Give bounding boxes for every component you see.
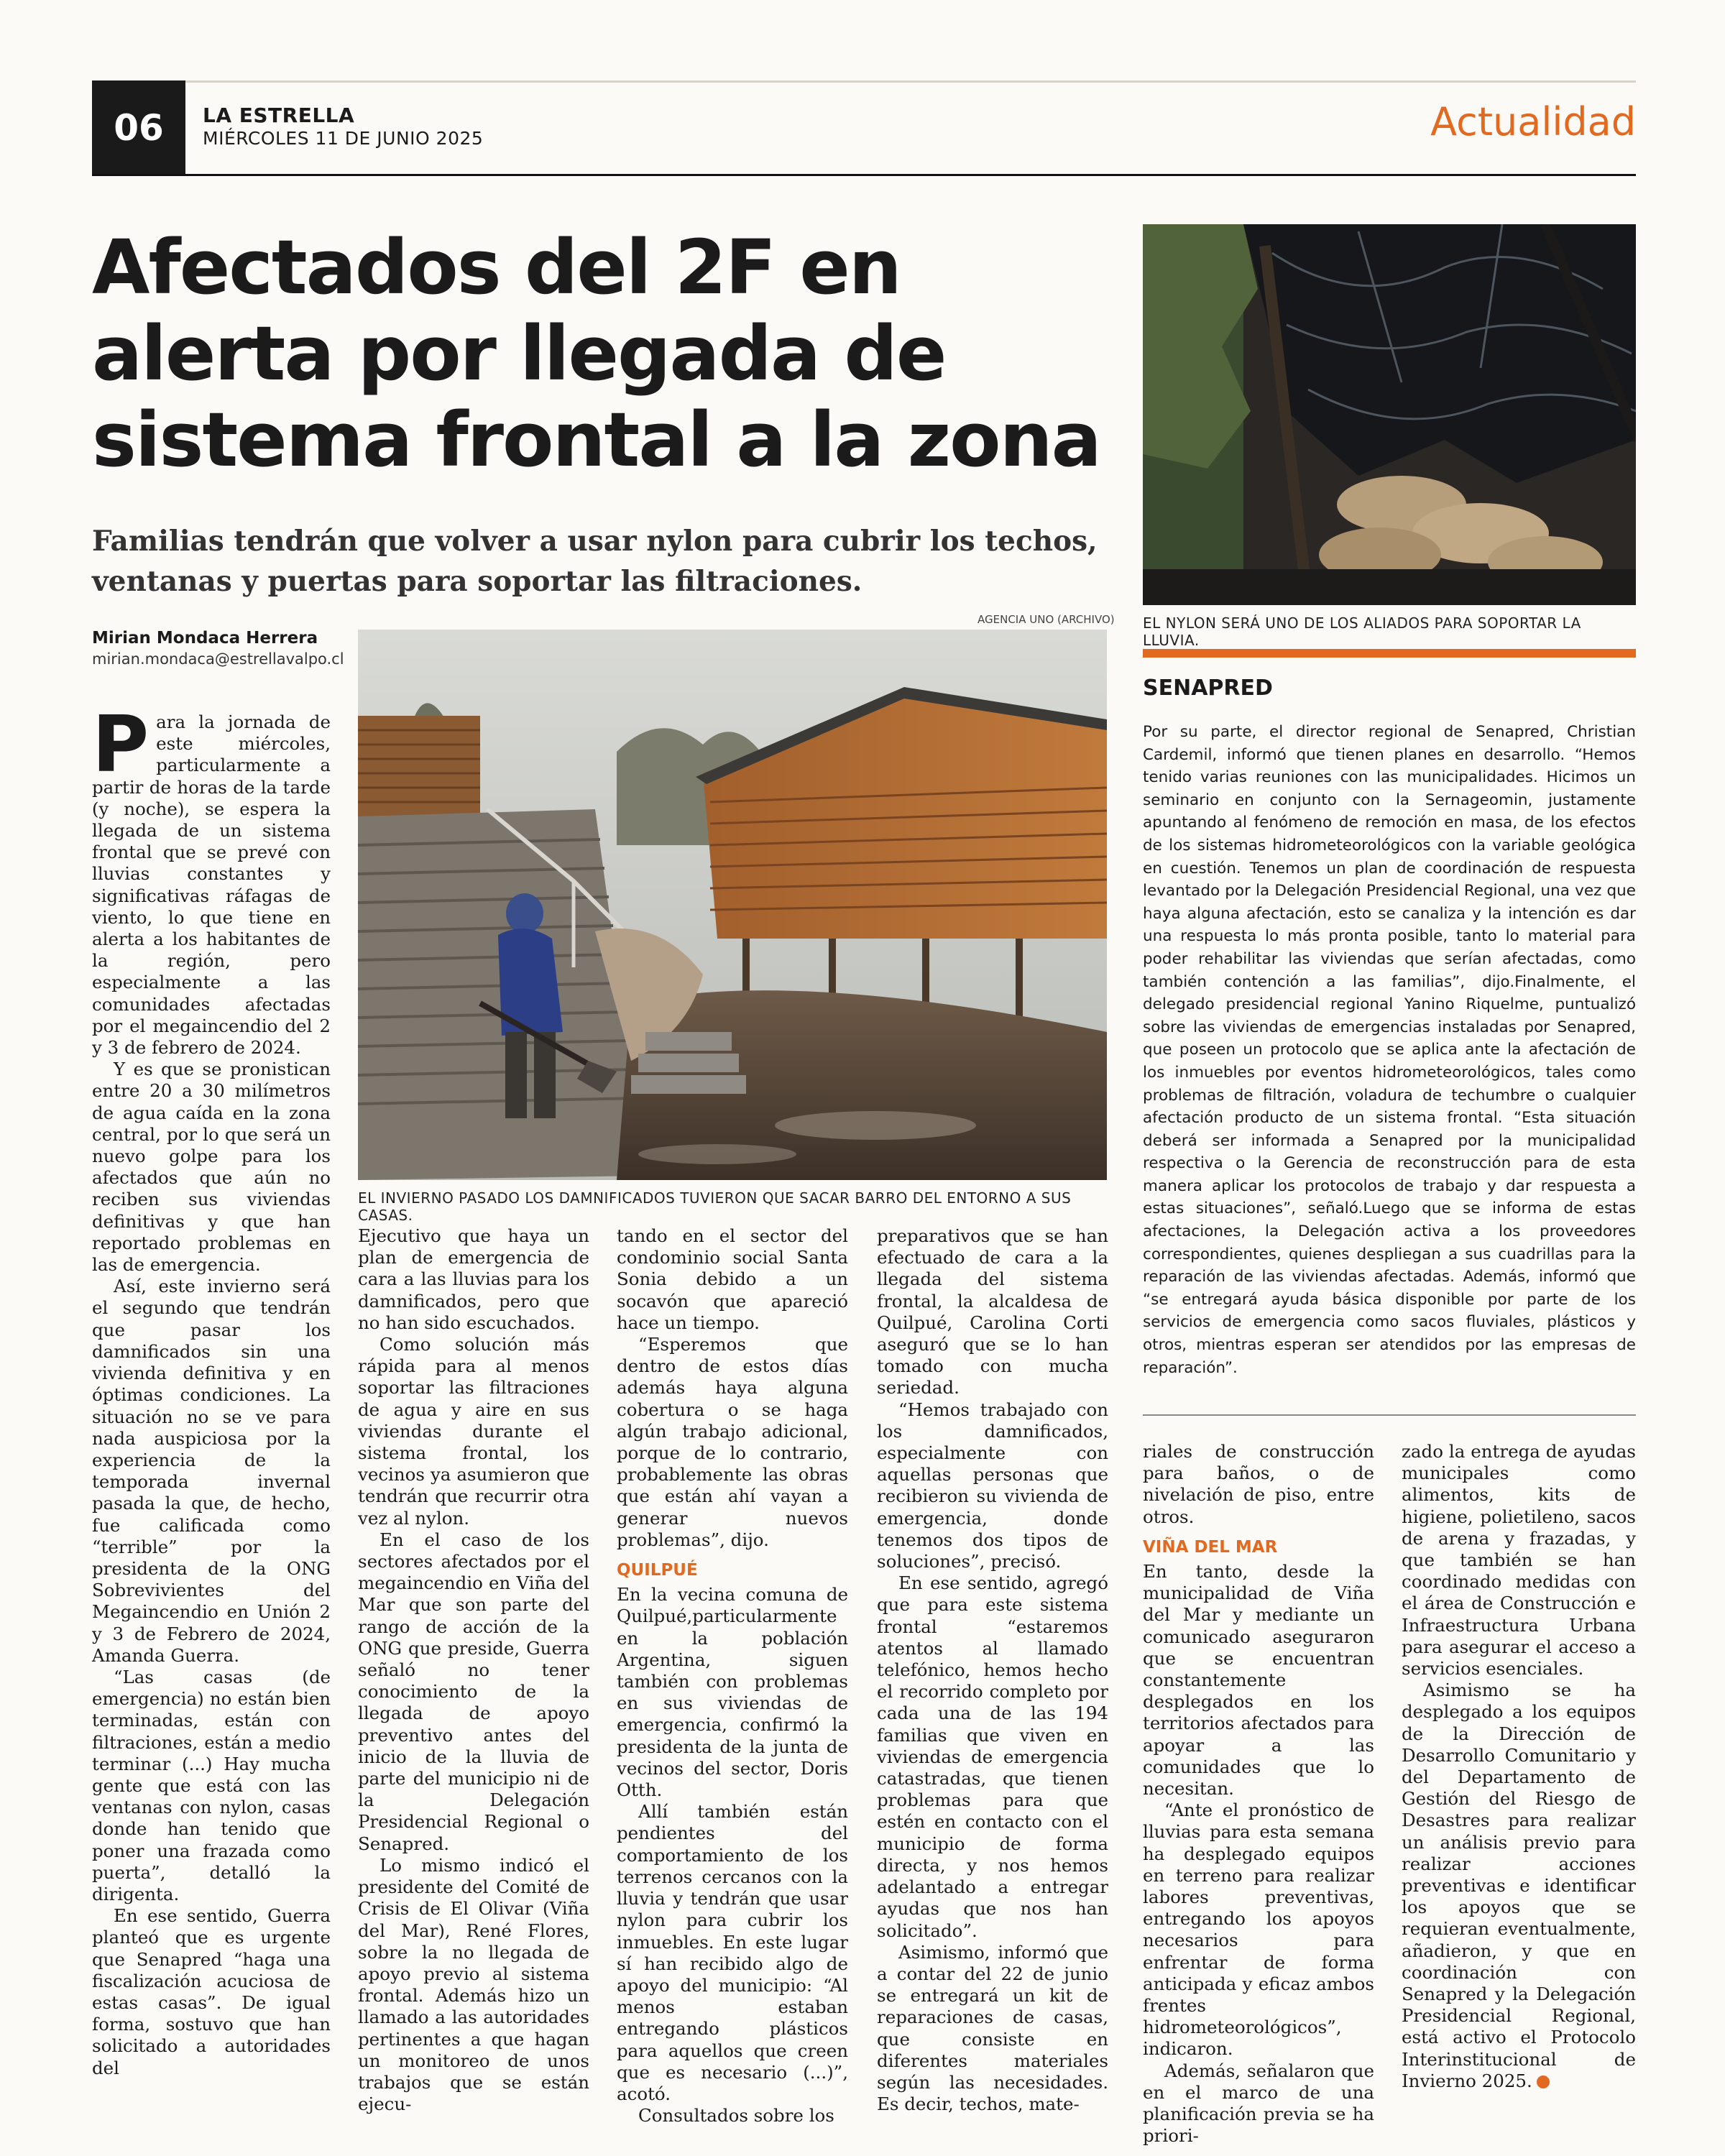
paragraph	[1402, 1680, 1636, 2092]
subhead-vina-del-mar: VIÑA DEL MAR	[1143, 1537, 1278, 1557]
headline	[92, 224, 1120, 483]
paragraph-text: ara la jornada de este miércoles, particularmente a partir de horas de la tarde (y noche), se espera la llegada de un sistema frontal que se prevé con lluvias constantes y significativas ráfagas de viento, lo que tiene en alerta a los habitantes de la región, pero especialmente a las comunidades afectadas por el megaincendio del 2 y 3 de febrero de 2024.	[92, 711, 331, 1059]
dek-line: ventanas y puertas para soportar las filtraciones.	[92, 565, 862, 598]
paragraph: “Hemos trabajado con los damnificados, especialmente con aquellas personas que recibieron su vivienda de emergencia, donde tenemos dos tipos de soluciones”, precisó.	[877, 1399, 1108, 1572]
paragraph: En el caso de los sectores afectados por el megaincendio en Viña del Mar que son parte del rango de acción de la ONG que preside, Guerra señaló no tener conocimiento de la llegada de apoyo preventivo antes del inicio de la lluvia de parte del municipio ni de la Delegación Presidencial Regional o Senapred.	[358, 1529, 589, 1854]
main-photo	[358, 630, 1107, 1180]
paragraph: “Esperemos que dentro de estos días además haya alguna cobertura o se haga algún trabajo adicional, porque de lo contrario, probablemente las obras que están ahí vayan a generar nuevos problemas”, dijo.	[617, 1334, 848, 1550]
page-number: 06	[92, 80, 185, 175]
paragraph: Como solución más rápida para al menos soportar las filtraciones de agua y aire en sus viviendas durante el sistema frontal, los vecinos ya asumieron que tendrán que recurrir otra vez al nylon.	[358, 1334, 589, 1529]
lead-paragraph	[92, 700, 331, 1059]
drop-cap: P	[92, 700, 150, 790]
subhead-quilpue: QUILPUÉ	[617, 1561, 698, 1580]
paragraph: zado la entrega de ayudas municipales como alimentos, kits de higiene, polietileno, sacos de arena y frazadas, y que también se han coordinado medidas con el área de Construcción e Infraestructura Urbana para asegurar el acceso a servicios esenciales.	[1402, 1441, 1636, 1680]
paragraph: Allí también están pendientes del comportamiento de los terrenos cercanos con la lluvia y tendrán que usar nylon para cubrir los inmuebles. En este lugar sí han recibido algo de apoyo del municipio: “Al menos estaban entregando plásticos para aquellos que creen que es necesario (...)”, acotó.	[617, 1801, 848, 2104]
paragraph: En tanto, desde la municipalidad de Viña del Mar y mediante un comunicado aseguraron que se encuentran constantemente desplegados en los territorios afectados para apoyar a las comunidades que lo necesitan.	[1143, 1561, 1374, 1800]
paragraph: “Las casas (de emergencia) no están bien terminadas, están con filtraciones, están a medio terminar (...) Hay mucha gente que está con las ventanas con nylon, casas donde han tenido que poner una frazada como puerta”, detalló la dirigenta.	[92, 1666, 331, 1904]
body-column-1	[92, 700, 331, 2079]
headline-line: Afectados del 2F en	[92, 224, 901, 311]
senapred-bar	[1143, 649, 1636, 658]
paragraph: Además, señalaron que en el marco de una planificación previa se ha priori-	[1143, 2060, 1374, 2147]
author-email: mirian.mondaca@estrellavalpo.cl	[92, 650, 344, 668]
paragraph: preparativos que se han efectuado de cara a la llegada del sistema frontal, la alcaldesa de Quilpué, Carolina Corti aseguró que se lo han tomado con mucha seriedad.	[877, 1225, 1108, 1399]
body-column-4	[877, 1225, 1108, 2115]
byline: Mirian Mondaca Herrera	[92, 629, 318, 648]
body-column-6	[1402, 1441, 1636, 2092]
side-photo-caption: EL NYLON SERÁ UNO DE LOS ALIADOS PARA SOPORTAR LA LLUVIA.	[1143, 614, 1581, 649]
main-photo-illustration	[358, 630, 1107, 1180]
paragraph: Asimismo, informó que a contar del 22 de junio se entregará un kit de reparaciones de casas, que consiste en diferentes materiales según las necesidades. Es decir, techos, mate-	[877, 1941, 1108, 2115]
body-column-5	[1143, 1441, 1374, 2147]
end-mark-icon	[1537, 2076, 1550, 2088]
senapred-text: Por su parte, el director regional de Senapred, Christian Cardemil, informó que tienen planes en desarrollo. “Hemos tenido varias reuniones con las municipalidades. Hicimos un seminario en conjunto con la Sernageomin, justamente apuntando al fenómeno de remoción en masa, de los efectos de los sistemas hidrometeorológicos con la variable geológica en cuestión. Tenemos un plan de coordinación de respuesta levantado por la Delegación Presidencial Regional, una vez que haya alguna afectación, esto se canaliza y la intención es dar una respuesta lo más pronta posible, tanto lo material para poder rehabilitar las viviendas que serían afectadas, como también contención a las familias”, dijo.Finalmente, el delegado presidencial regional Yanino Riquelme, puntualizó sobre las viviendas de emergencias instaladas por Senapred, que poseen un protocolo que se aplica ante la afectación de los inmuebles por eventos hidrometeorológicos, tales como problemas de filtración, voladura de techumbre o cualquier afectación producto de un sistema frontal. “Esta situación deberá ser informada a Senapred por la municipalidad respectiva o la Gerencia de reconstrucción para de esta manera aplicar los protocolos de trabajo y dar respuesta a estas situaciones”, señaló.Luego que se informa de estas afectaciones, la Delegación activa a los proveedores correspondientes, quienes despliegan a sus cuadrillas para la reparación de las viviendas afectadas. Además, informó que “se entregará ayuda básica disponible por parte de los servicios de emergencia como sacos fluviales, plásticos y otros, mientras esperan ser atendidos por las empresas de reparación”.	[1143, 723, 1636, 1377]
paragraph: En ese sentido, Guerra planteó que es urgente que Senapred “haga una fiscalización acuciosa de estas casas”. De igual forma, sostuvo que han solicitado a autoridades del	[92, 1905, 331, 2078]
paragraph: “Ante el pronóstico de lluvias para esta semana ha desplegado equipos en terreno para realizar labores preventivas, entregando los apoyos necesarios para enfrentar de forma anticipada y eficaz ambos frentes hidrometeorológicos”, indicaron.	[1143, 1800, 1374, 2060]
paragraph: Así, este invierno será el segundo que tendrán que pasar los damnificados sin una vivienda definitiva y en óptimas condiciones. La situación no se ve para nada auspiciosa por la experiencia de la temporada invernal pasada la que, de hecho, fue calificada como “terrible” por la presidenta de la ONG Sobrevivientes del Megaincendio en Unión 2 y 3 de Febrero de 2024, Amanda Guerra.	[92, 1276, 331, 1666]
headline-line: alerta por llegada de	[92, 310, 946, 397]
dek-line: Familias tendrán que volver a usar nylon para cubrir los techos,	[92, 525, 1098, 558]
side-photo-illustration	[1143, 224, 1636, 605]
paragraph: En ese sentido, agregó que para este sistema frontal “estaremos atentos al llamado telefónico, hemos hecho el recorrido completo por cada una de las 194 familias que viven en viviendas de emergencia catastradas, que tienen problemas para que estén en contacto con el municipio de forma directa, y nos hemos adelantado a entregar ayudas que nos han solicitado”.	[877, 1572, 1108, 1941]
paragraph: Consultados sobre los	[638, 2105, 834, 2127]
issue-date: MIÉRCOLES 11 DE JUNIO 2025	[203, 128, 484, 149]
section-name: Actualidad	[1430, 99, 1636, 144]
main-photo-caption: EL INVIERNO PASADO LOS DAMNIFICADOS TUVIERON QUE SACAR BARRO DEL ENTORNO A SUS CASAS.	[358, 1189, 1072, 1224]
body-column-2	[358, 1225, 589, 2115]
photo-credit: AGENCIA UNO (ARCHIVO)	[978, 613, 1115, 626]
paragraph: tando en el sector del condominio social Santa Sonia debido a un socavón que apareció hace un tiempo.	[617, 1225, 848, 1333]
newspaper-name: LA ESTRELLA	[203, 103, 355, 127]
paragraph: riales de construcción para baños, o de nivelación de piso, entre otros.	[1143, 1441, 1374, 1527]
paragraph: Ejecutivo que haya un plan de emergencia de cara a las lluvias para los damnificados, pero que no han sido escuchados.	[358, 1225, 589, 1333]
senapred-bottom-rule	[1143, 1414, 1636, 1416]
side-photo	[1143, 224, 1636, 605]
paragraph: En la vecina comuna de Quilpué,particularmente en la población Argentina, siguen también con problemas en sus viviendas de emergencia, confirmó la presidenta de la junta de vecinos del sector, Doris Otth.	[617, 1584, 848, 1801]
headline-line: sistema frontal a la zona	[92, 396, 1100, 484]
body-column-3	[617, 1225, 848, 2127]
subheadline	[92, 521, 1098, 602]
top-rule	[92, 80, 1636, 83]
paragraph-text: Asimismo se ha desplegado a los equipos de la Dirección de Desarrollo Comunitario y del Departamento de Gestión del Riesgo de Desastres para realizar un análisis previo para realizar acciones preventivas e identificar los apoyos que se requieran eventualmente, añadieron, y que en coordinación con Senapred y la Delegación Presidencial Regional, está activo el Protocolo Interinstitucional de Invierno 2025.	[1402, 1680, 1636, 2091]
senapred-title: SENAPRED	[1143, 676, 1273, 701]
paragraph: Lo mismo indicó el presidente del Comité de Crisis de El Olivar (Viña del Mar), René Flores, sobre la no llegada de apoyo previo al sistema frontal. Además hizo un llamado a las autoridades pertinentes a que hagan un monitoreo de unos trabajos que se están ejecu-	[358, 1854, 589, 2115]
header-rule	[92, 174, 1636, 176]
paragraph: Y es que se pronistican entre 20 a 30 milímetros de agua caída en la zona central, por lo que será un nuevo golpe para los afectados que aún no reciben sus viviendas definitivas y que han reportado problemas en las de emergencia.	[92, 1059, 331, 1276]
